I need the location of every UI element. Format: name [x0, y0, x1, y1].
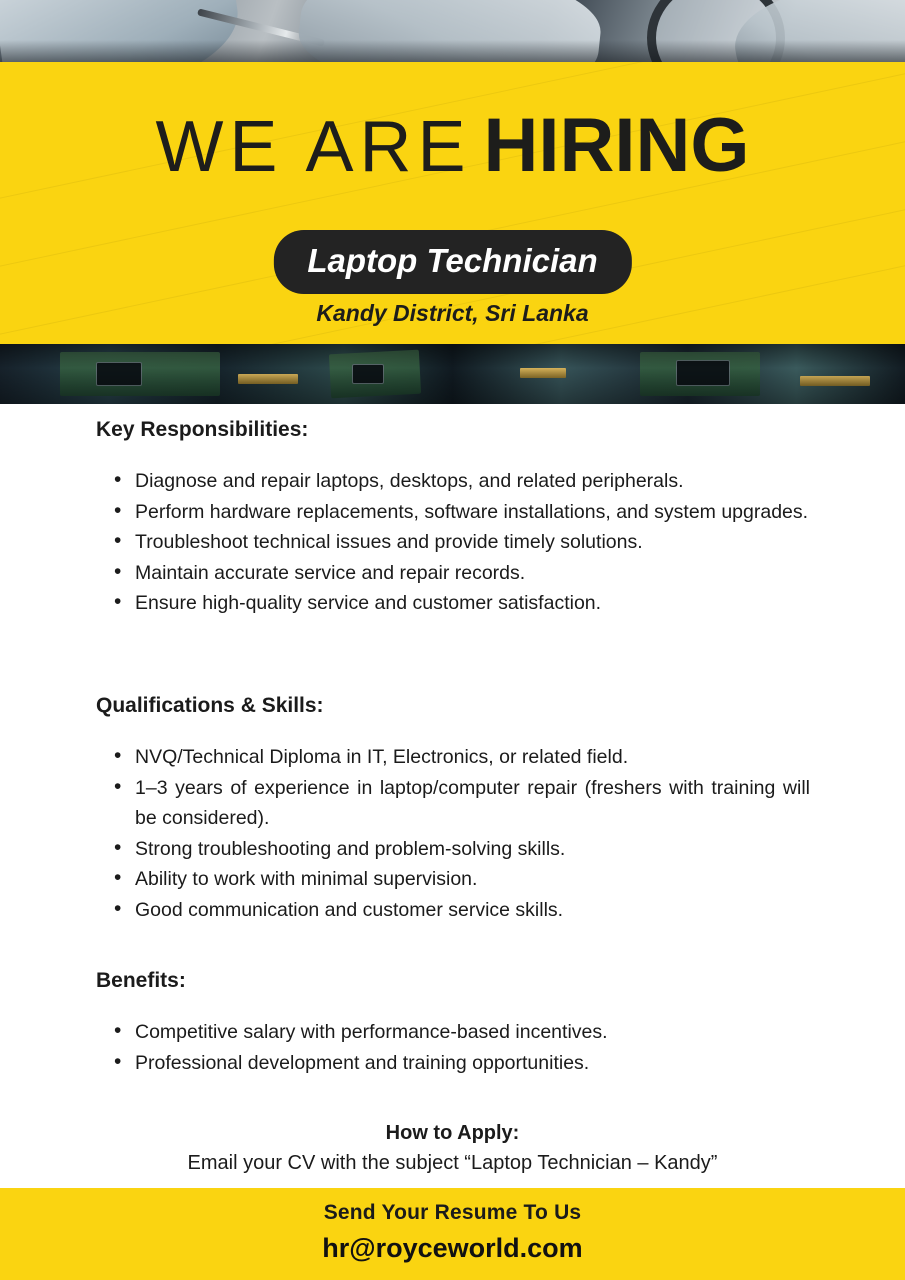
- list-item: • Competitive salary with performance-based incentives.: [110, 1017, 810, 1048]
- list-item: • Perform hardware replacements, software installations, and system upgrades.: [110, 497, 810, 528]
- qualifications-title: Qualifications & Skills:: [96, 694, 324, 717]
- responsibilities-list: [110, 466, 810, 619]
- benefits-title: Benefits:: [96, 969, 186, 992]
- footer-email[interactable]: hr@royceworld.com: [322, 1233, 583, 1263]
- headline: [0, 103, 905, 188]
- headline-hiring: HIRING: [483, 103, 750, 188]
- photo-bottom-shade: [0, 40, 905, 62]
- list-item: • Good communication and customer service skills.: [110, 895, 810, 926]
- list-item: • Diagnose and repair laptops, desktops, and related peripherals.: [110, 466, 810, 497]
- list-item: • 1–3 years of experience in laptop/computer repair (freshers with training will be considered).: [110, 773, 810, 834]
- board-vignette: [0, 344, 905, 404]
- circuit-board-photo: [0, 344, 905, 404]
- list-item: • Strong troubleshooting and problem-solving skills.: [110, 834, 810, 865]
- how-to-apply-text: Email your CV with the subject “Laptop Technician – Kandy”: [187, 1152, 718, 1174]
- headline-we-are: WE ARE: [155, 107, 472, 187]
- top-photo-technician-hands: [0, 0, 905, 62]
- list-item: • Ability to work with minimal supervision.: [110, 864, 810, 895]
- list-item: • NVQ/Technical Diploma in IT, Electronics, or related field.: [110, 742, 810, 773]
- list-item: • Maintain accurate service and repair records.: [110, 558, 810, 589]
- benefits-list: [110, 1017, 810, 1078]
- job-location: Kandy District, Sri Lanka: [316, 300, 589, 326]
- header-band: [0, 62, 905, 344]
- footer-band: [0, 1188, 905, 1280]
- list-item: • Troubleshoot technical issues and provide timely solutions.: [110, 527, 810, 558]
- list-item: • Ensure high-quality service and customer satisfaction.: [110, 588, 810, 619]
- qualifications-list: [110, 742, 810, 925]
- responsibilities-title: Key Responsibilities:: [96, 418, 309, 441]
- footer-send-label: Send Your Resume To Us: [323, 1201, 582, 1224]
- poster-body: [0, 404, 905, 1188]
- job-title-pill: Laptop Technician: [273, 230, 631, 294]
- how-to-apply-title: How to Apply:: [385, 1122, 520, 1144]
- list-item: • Professional development and training opportunities.: [110, 1048, 810, 1079]
